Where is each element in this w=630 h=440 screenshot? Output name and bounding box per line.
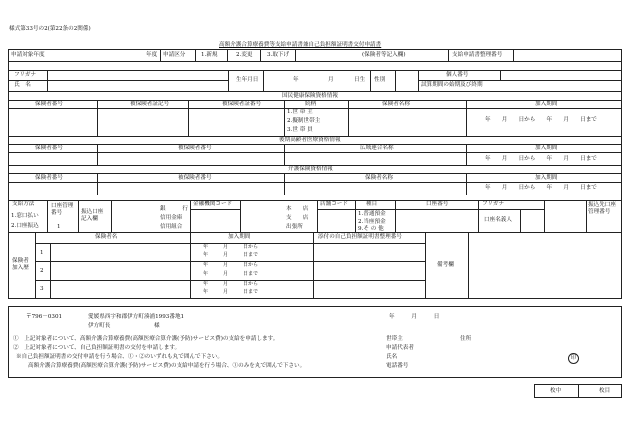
meigi-label: 口座名義人	[484, 217, 512, 223]
application-date: 年 月 日	[389, 314, 440, 320]
kinyu-code-label: 金融機関コード	[193, 201, 233, 207]
history-row-1-no: 1	[40, 250, 44, 256]
page-title: 高額介護合算療養費等支給申請書兼自己負担額証明書交付申請書	[219, 42, 382, 48]
kouza-kanri-value: 1	[57, 224, 61, 230]
history-row-1-to: 年 月 日まで	[203, 252, 259, 258]
furigana-label: フリガナ	[14, 72, 37, 78]
kaigo-col-insurer-no: 保険者番号	[35, 175, 63, 181]
kokuho-col-insurer-no: 保険者番号	[35, 101, 63, 107]
note-2: ② 上記対象者について、自己負担額証明書の交付を申請します。	[13, 345, 181, 351]
note-3: ※自己負担額証明書の交付申請を行う場合、①・②のいずれも丸で囲んで下さい。	[16, 354, 223, 360]
birth-month: 月	[328, 77, 334, 83]
history-row-3-to: 年 月 日まで	[203, 289, 259, 295]
tel-label: 電話番号	[386, 363, 409, 369]
year-label: 申請対象年度	[11, 52, 45, 58]
kokuho-col-symbol: 被保険者証記号	[130, 101, 170, 107]
saki-kanri-label: 振込先口座管理番号	[588, 202, 616, 216]
kokuho-header: 国民健康保険資格情報	[282, 93, 338, 99]
form-number: 様式第33号の2(第22条の2関係)	[9, 26, 91, 32]
sex-label: 性別	[374, 77, 386, 83]
shubetsu-toza[interactable]: 2.当座預金	[358, 219, 386, 225]
mayor-label: 伊方町長	[88, 323, 111, 329]
mayor-sama: 様	[154, 323, 160, 329]
koki-period-value: 年 月 日から 年 月 日まで	[485, 156, 597, 162]
biko-label: 備考欄	[437, 262, 454, 268]
payment-transfer[interactable]: 2.口座振込	[11, 223, 39, 229]
history-row-3-no: 3	[40, 286, 44, 292]
relation-head[interactable]: 1.世 帯 主	[287, 109, 313, 115]
relation-member[interactable]: 3.世 帯 員	[287, 127, 313, 133]
kokuho-period-value: 年 月 日から 年 月 日まで	[485, 117, 597, 123]
kouza-kanri-label: 口座管理番号	[51, 203, 74, 217]
office-address: 愛媛県西宇和郡伊方町湊浦1993番地1	[88, 314, 185, 320]
kubun-label: 申請区分	[163, 52, 186, 58]
history-col-number: 添付の自己負担額証明書整理番号	[318, 234, 402, 240]
koki-col-number: 被保険者番号	[178, 145, 212, 151]
birth-year: 年	[293, 77, 299, 83]
kaigo-col-number: 被保険者番号	[178, 175, 212, 181]
kokuho-col-relation: 続柄	[305, 101, 317, 107]
kojin-label: 個人番号	[446, 72, 469, 78]
branch-shiten[interactable]: 支 店	[286, 215, 309, 221]
history-row-2-to: 年 月 日まで	[203, 271, 259, 277]
history-row-2-no: 2	[40, 268, 44, 274]
page-total-label: 枚中	[550, 388, 562, 394]
shubetsu-label: 種目	[366, 201, 378, 207]
shimei-label: 氏名	[386, 354, 398, 360]
furikomi-label: 振込口座記入欄	[81, 209, 104, 223]
kokuho-col-period: 加入期間	[535, 101, 558, 107]
history-col-insurer: 保険者名	[95, 234, 118, 240]
kaigo-col-name: 保険者名称	[365, 175, 393, 181]
seal-mark: 印	[568, 353, 579, 364]
relation-proxy[interactable]: 2.擬制世帯主	[287, 118, 321, 124]
koki-col-insurer-no: 保険者番号	[35, 145, 63, 151]
payment-furigana-label: フリガナ	[482, 201, 505, 207]
kaigo-header: 介護保険資格情報	[288, 166, 333, 172]
kokuho-col-insurer-name: 保険者名称	[382, 101, 410, 107]
kouza-bango-label: 口座番号	[426, 201, 449, 207]
insurer-note: (保険者等記入欄)	[362, 52, 406, 58]
history-row-3-from: 年 月 日から	[203, 281, 259, 287]
bank-type-shinkin[interactable]: 信用金庫	[160, 215, 183, 221]
period-label: 試算期間の始期及び終期	[421, 82, 483, 88]
kubun-option-withdraw[interactable]: 3.取下げ	[267, 52, 290, 58]
number-label: 支給申請書整理番号	[452, 52, 503, 58]
bank-type-kumiai[interactable]: 信用組合	[160, 224, 183, 230]
history-row-1-from: 年 月 日から	[203, 244, 259, 250]
setai-label: 世帯主	[386, 336, 403, 342]
birthdate-label: 生年月日	[236, 77, 259, 83]
tenpo-code-label: 店舗コード	[320, 201, 348, 207]
koki-header: 後期高齢者医療資格情報	[279, 137, 341, 143]
postal-code: 〒796－0301	[26, 314, 63, 320]
koki-col-period: 加入期間	[535, 145, 558, 151]
nendo-label: 年度	[146, 52, 158, 58]
dairi-label: 申請代表者	[386, 345, 414, 351]
history-col-period: 加入期間	[228, 234, 251, 240]
note-4: 高額介護合算療養費(高額医療合算介護(予防)サービス費)の支給申請を行う場合、①のみを丸で囲んで下さい。	[28, 363, 306, 369]
payment-window[interactable]: 1.窓口払い	[11, 213, 39, 219]
payment-method-label: 支給方法	[12, 201, 35, 207]
name-label: 氏 名	[14, 82, 31, 88]
kubun-option-change[interactable]: 2.変更	[236, 52, 253, 58]
history-label: 保険者加入歴	[12, 258, 29, 272]
branch-honten[interactable]: 本 店	[286, 206, 309, 212]
kaigo-period-value: 年 月 日から 年 月 日まで	[485, 185, 597, 191]
page-current-label: 枚目	[599, 388, 611, 394]
birth-day: 日生	[354, 77, 366, 83]
kaigo-col-period: 加入期間	[535, 175, 558, 181]
kokuho-col-number: 被保険者証番号	[222, 101, 262, 107]
kubun-option-new[interactable]: 1.新規	[201, 52, 218, 58]
bank-type-bank[interactable]: 銀 行	[160, 206, 188, 212]
shubetsu-other[interactable]: 9.そ の 他	[358, 226, 384, 232]
shubetsu-futsu[interactable]: 1.普通預金	[358, 211, 386, 217]
history-row-2-from: 年 月 日から	[203, 262, 259, 268]
branch-shuchojo[interactable]: 出張所	[286, 224, 303, 230]
jusho-label: 住所	[460, 336, 472, 342]
koki-col-union: 広域連合名称	[360, 145, 394, 151]
note-1: ① 上記対象者について、高額介護合算療養費(高額医療合算介護(予防)サービス費)の支給を申請します。	[13, 336, 279, 342]
